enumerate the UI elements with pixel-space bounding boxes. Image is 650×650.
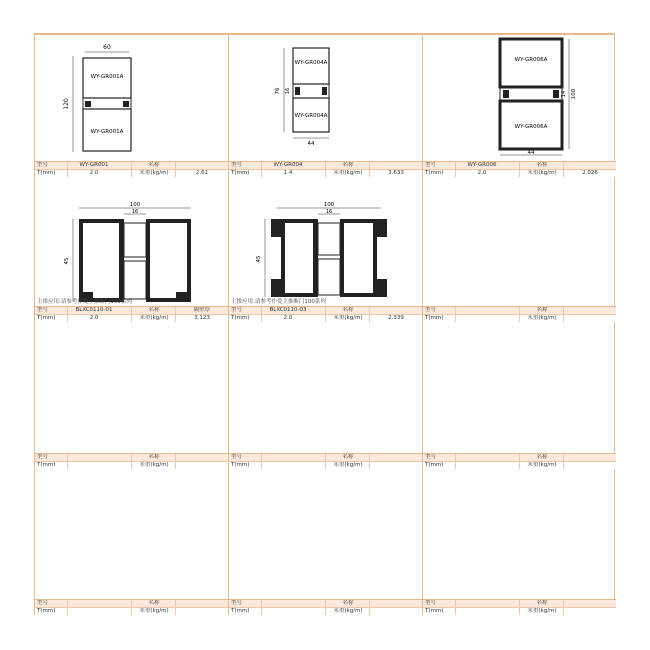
model-value: [67, 454, 120, 461]
weight-value: [369, 462, 422, 469]
name-label: 名称: [519, 307, 564, 314]
thickness-value: 2.0: [261, 315, 314, 322]
weight-label: 米重(kg/m): [519, 462, 564, 469]
weight-label: 米重(kg/m): [131, 170, 176, 177]
name-label: 名称: [131, 162, 176, 169]
model-value: [261, 454, 314, 461]
weight-value: 2.026: [563, 170, 616, 177]
spec-table: [35, 599, 228, 615]
thickness-label: T(mm): [231, 462, 250, 468]
thickness-value: [261, 462, 314, 469]
thickness-value: [455, 462, 508, 469]
name-label: 名称: [519, 162, 564, 169]
type-label: 型号: [231, 162, 243, 168]
weight-value: 3.123: [175, 315, 228, 322]
name-label: 名称: [325, 600, 370, 607]
spec-table: [35, 306, 228, 322]
model-value: BLXC0110-03: [261, 307, 314, 314]
thickness-value: [455, 315, 508, 322]
thickness-label: T(mm): [231, 608, 250, 614]
thickness-label: T(mm): [231, 315, 250, 321]
dim-width-label: 100: [323, 202, 335, 208]
profile-label: WY-GR006A: [514, 57, 548, 63]
weight-label: 米重(kg/m): [519, 608, 564, 615]
dim-inner-label: 16: [131, 209, 139, 215]
type-label: 型号: [37, 307, 49, 313]
type-label: 型号: [231, 307, 243, 313]
dim-height-label: 100: [571, 88, 577, 100]
thickness-value: 2.0: [67, 170, 120, 177]
weight-value: [369, 608, 422, 615]
name-label: 名称: [131, 600, 176, 607]
name-label: 名称: [325, 307, 370, 314]
profile-label: WY-GR001A: [90, 74, 124, 80]
weight-value: [175, 462, 228, 469]
dim-gap-label: 16: [285, 87, 291, 95]
type-label: 型号: [425, 307, 437, 313]
model-value: WY-GR001: [67, 162, 120, 169]
weight-value: [563, 315, 616, 322]
thickness-value: 2.0: [67, 315, 120, 322]
dim-height-label: 76: [275, 87, 281, 95]
model-value: [261, 600, 314, 607]
thickness-label: T(mm): [425, 462, 444, 468]
dim-width-label: 60: [103, 44, 111, 51]
catalog-sheet: [34, 33, 615, 615]
type-label: 型号: [37, 600, 49, 606]
dim-height-label: 45: [64, 257, 70, 265]
spec-table: [423, 161, 616, 177]
thickness-value: [261, 608, 314, 615]
thickness-value: 1.4: [261, 170, 314, 177]
dim-gap-label: 14: [561, 90, 567, 98]
thickness-label: T(mm): [37, 462, 56, 468]
weight-label: 米重(kg/m): [131, 315, 176, 322]
spec-table: [423, 453, 616, 469]
weight-label: 米重(kg/m): [519, 315, 564, 322]
spec-table: [423, 599, 616, 615]
type-label: 型号: [425, 600, 437, 606]
profile-cell-blxc0110-01: [35, 179, 228, 324]
type-label: 型号: [37, 454, 49, 460]
weight-label: 米重(kg/m): [325, 462, 370, 469]
spec-table: [229, 161, 422, 177]
profile-cell-blxc0110-03: [229, 179, 422, 324]
dim-width-label: 44: [527, 150, 535, 156]
weight-label: 米重(kg/m): [325, 608, 370, 615]
model-value: [455, 454, 508, 461]
weight-value: 2.61: [175, 170, 228, 177]
dim-width-label: 44: [307, 141, 315, 147]
thickness-value: [67, 608, 120, 615]
dim-height-label: 45: [256, 255, 262, 263]
spec-table: [423, 306, 616, 322]
model-value: BLXC0110-01: [67, 307, 120, 314]
profile-drawing: [35, 179, 228, 304]
profile-label: WY-GR004A: [294, 113, 328, 119]
spec-table: [229, 306, 422, 322]
type-label: 型号: [231, 600, 243, 606]
application-caption: 主推应用:请参考作爱主推断门100系列: [37, 299, 132, 305]
spec-table: [35, 453, 228, 469]
weight-label: 米重(kg/m): [325, 170, 370, 177]
weight-value: 2.339: [369, 315, 422, 322]
thickness-label: T(mm): [425, 608, 444, 614]
model-value: [455, 600, 508, 607]
name-label: 名称: [325, 454, 370, 461]
model-value: [455, 307, 508, 314]
type-label: 型号: [37, 162, 49, 168]
thickness-label: T(mm): [425, 315, 444, 321]
profile-label: WY-GR006A: [514, 124, 548, 130]
profile-cell-wy-gr001: [35, 34, 228, 179]
thickness-value: 2.0: [455, 170, 508, 177]
weight-label: 米重(kg/m): [131, 462, 176, 469]
type-label: 型号: [425, 454, 437, 460]
weight-label: 米重(kg/m): [519, 170, 564, 177]
profile-cell-wy-gr004: [229, 34, 422, 179]
weight-label: 米重(kg/m): [325, 315, 370, 322]
profile-drawing: [35, 34, 228, 164]
name-label: 名称: [519, 600, 564, 607]
profile-drawing: [229, 34, 422, 164]
model-value: WY-GR004: [261, 162, 314, 169]
model-value: [67, 600, 120, 607]
name-label: 名称: [519, 454, 564, 461]
profile-label: WY-GR004A: [294, 60, 328, 66]
type-label: 型号: [425, 162, 437, 168]
weight-label: 米重(kg/m): [131, 608, 176, 615]
dim-inner-label: 16: [325, 209, 333, 215]
thickness-label: T(mm): [37, 608, 56, 614]
application-caption: 主推应用:请参考作爱主推断门100系列: [231, 299, 326, 305]
name-label: 名称: [325, 162, 370, 169]
weight-value: 3.633: [369, 170, 422, 177]
thickness-label: T(mm): [37, 170, 56, 176]
thickness-label: T(mm): [37, 315, 56, 321]
thickness-value: [67, 462, 120, 469]
weight-value: [563, 462, 616, 469]
model-value: WY-GR006: [455, 162, 508, 169]
profile-drawing: [229, 179, 422, 304]
weight-value: [563, 608, 616, 615]
thickness-value: [455, 608, 508, 615]
thickness-label: T(mm): [425, 170, 444, 176]
spec-table: [229, 599, 422, 615]
spec-table: [229, 453, 422, 469]
profile-cell-wy-gr006: [423, 34, 616, 179]
name-label: 名称: [131, 454, 176, 461]
name-label: 名称: [131, 307, 176, 314]
spec-table: [35, 161, 228, 177]
profile-drawing: [423, 34, 616, 164]
weight-value: [175, 608, 228, 615]
type-label: 型号: [231, 454, 243, 460]
extra-label: 隔壁厚: [175, 307, 228, 314]
dim-width-label: 100: [129, 202, 141, 208]
thickness-label: T(mm): [231, 170, 250, 176]
dim-height-label: 120: [63, 98, 70, 110]
profile-label: WY-GR001A: [90, 129, 124, 135]
